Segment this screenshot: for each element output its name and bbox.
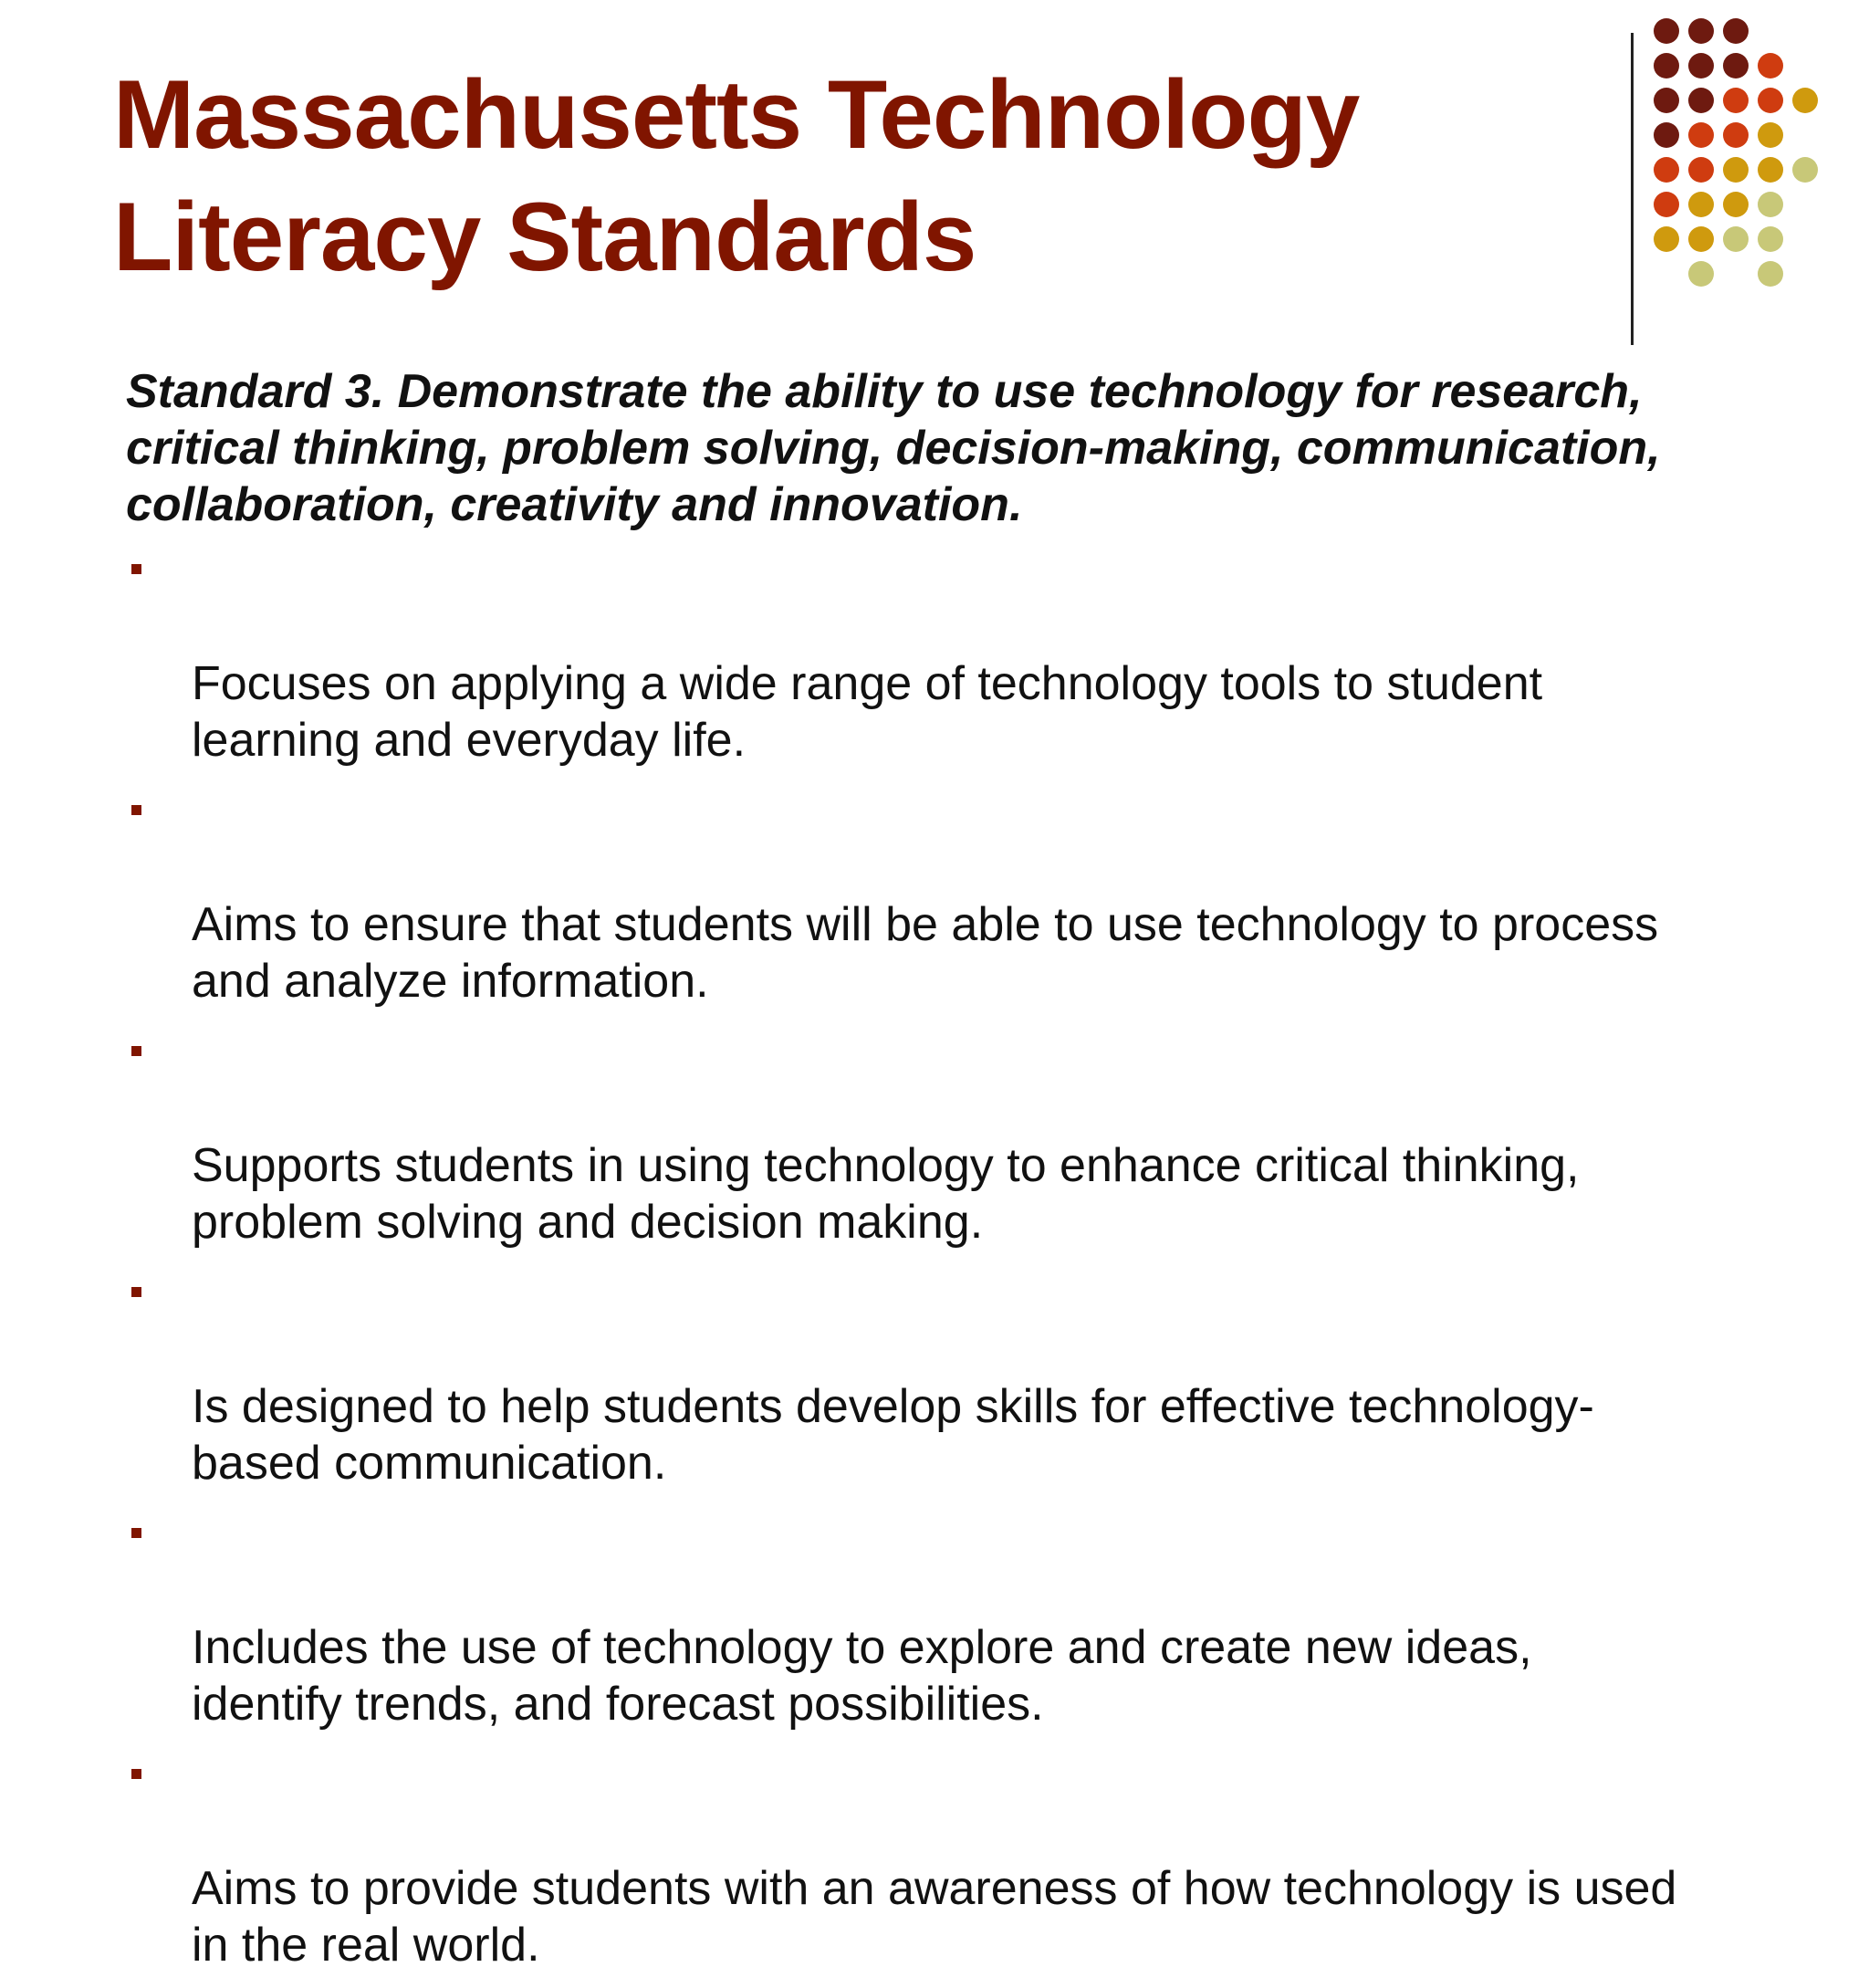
bullet-text: Is designed to help students develop skills for effective technology- based communication. [192, 1380, 1594, 1490]
decorative-dot [1688, 53, 1714, 78]
decorative-dot [1654, 226, 1679, 252]
bullet-item [126, 1747, 1832, 1973]
bullet-marker-icon [131, 1287, 141, 1297]
bullet-item [126, 1506, 1832, 1732]
decorative-dot [1688, 88, 1714, 113]
decorative-dot [1758, 122, 1783, 148]
decorative-dot [1688, 261, 1714, 287]
bullet-text: Aims to provide students with an awareness of how technology is used in the real world. [192, 1862, 1677, 1972]
decorative-dot [1792, 88, 1818, 113]
decorative-dot [1688, 226, 1714, 252]
decorative-dot [1792, 157, 1818, 183]
decorative-dot [1758, 157, 1783, 183]
decorative-dot [1654, 53, 1679, 78]
slide-body [126, 363, 1832, 1988]
decorative-dot [1723, 192, 1749, 217]
decorative-dot [1758, 192, 1783, 217]
decorative-dot [1723, 122, 1749, 148]
decorative-dot-grid [1654, 18, 1836, 310]
decorative-dot [1688, 122, 1714, 148]
bullet-item [126, 542, 1832, 769]
bullet-text: Includes the use of technology to explore and create new ideas, identify trends, and forecast possibilities. [192, 1621, 1532, 1731]
bullet-item [126, 783, 1832, 1010]
decorative-dot [1758, 88, 1783, 113]
bullet-marker-icon [131, 1046, 141, 1056]
bullet-text: Aims to ensure that students will be able to use technology to process and analyze information. [192, 898, 1659, 1008]
bullet-marker-icon [131, 564, 141, 574]
decorative-dot [1758, 226, 1783, 252]
decorative-dot [1654, 192, 1679, 217]
bullet-text: Focuses on applying a wide range of technology tools to student learning and everyday life. [192, 657, 1543, 767]
decorative-dot [1758, 261, 1783, 287]
bullet-item [126, 1024, 1832, 1250]
decorative-dot [1654, 157, 1679, 183]
decorative-dot [1723, 53, 1749, 78]
standard-heading: Standard 3. Demonstrate the ability to use technology for research, critical thinking, problem solving, decision-making, communication, collaboration, creativity and innovation. [126, 365, 1661, 531]
decorative-dot [1723, 157, 1749, 183]
decorative-dot [1688, 157, 1714, 183]
decorative-dot [1758, 53, 1783, 78]
bullet-list [126, 542, 1832, 1973]
bullet-marker-icon [131, 1528, 141, 1538]
title-divider [1631, 33, 1634, 345]
decorative-dot [1654, 88, 1679, 113]
bullet-marker-icon [131, 805, 141, 815]
bullet-item [126, 1265, 1832, 1491]
decorative-dot [1654, 18, 1679, 44]
decorative-dot [1654, 122, 1679, 148]
decorative-dot [1723, 226, 1749, 252]
title-line-1: Massachusetts Technology [113, 59, 1360, 169]
decorative-dot [1723, 18, 1749, 44]
slide-title [113, 53, 1610, 298]
bullet-text: Supports students in using technology to enhance critical thinking, problem solving and decision making. [192, 1139, 1580, 1249]
decorative-dot [1688, 18, 1714, 44]
decorative-dot [1723, 88, 1749, 113]
title-line-2: Literacy Standards [113, 182, 976, 291]
decorative-dot [1688, 192, 1714, 217]
bullet-marker-icon [131, 1769, 141, 1779]
